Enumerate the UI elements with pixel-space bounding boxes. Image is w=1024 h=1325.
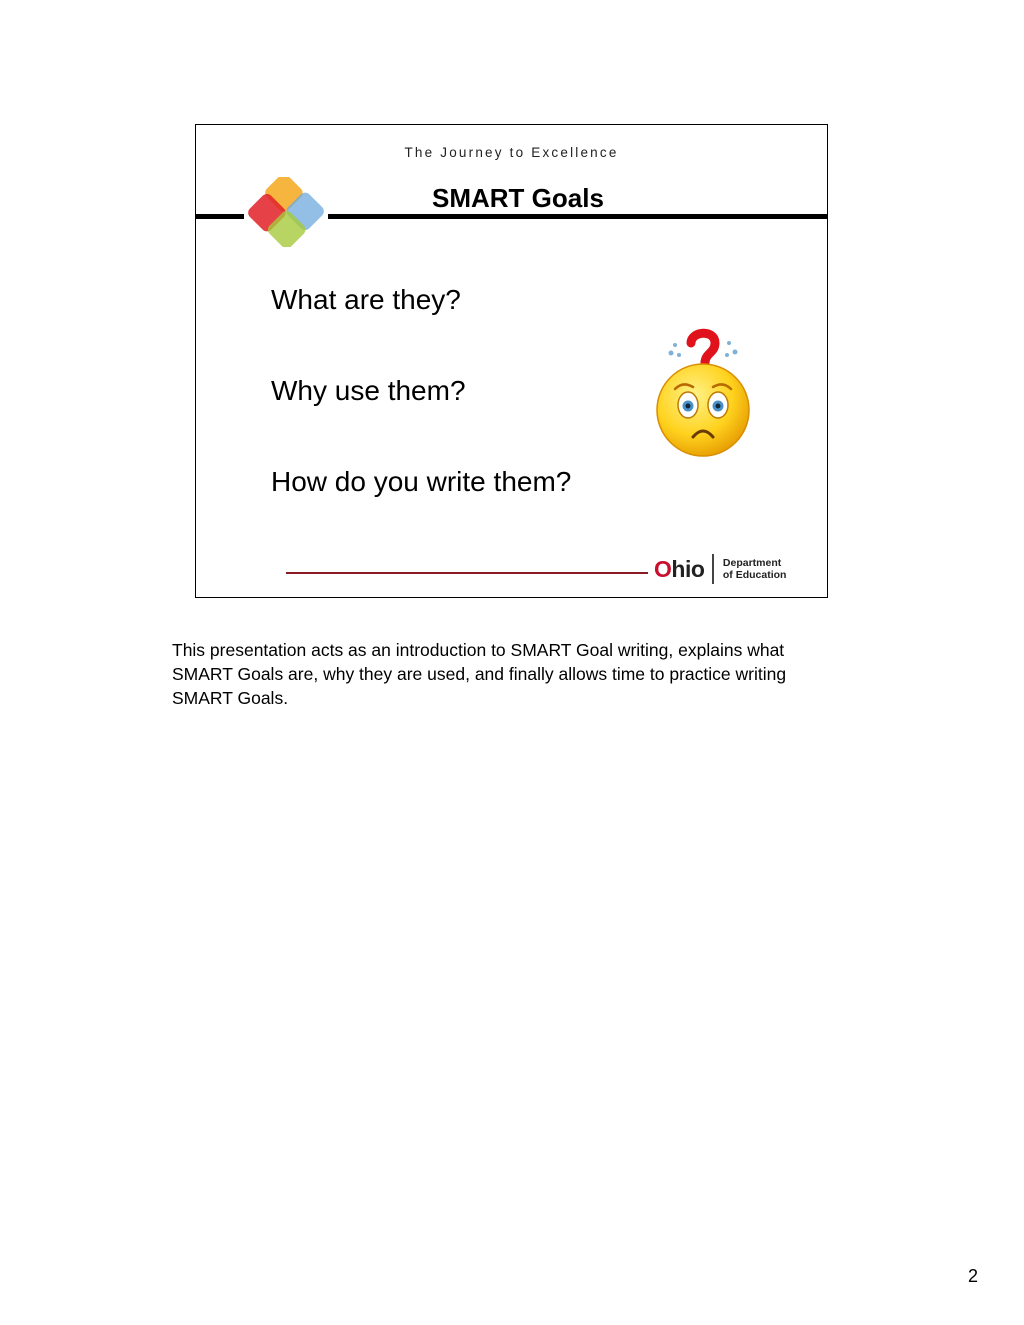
bullet-why: Why use them? — [271, 375, 466, 406]
confused-face-question-icon — [653, 325, 753, 460]
ohio-logo-divider — [712, 554, 714, 584]
ohio-wordmark — [654, 556, 704, 583]
slide-bullet-list — [271, 280, 571, 553]
ohio-wordmark-o: O — [654, 555, 672, 582]
ohio-department-text — [723, 557, 787, 581]
slide-title: SMART Goals — [432, 183, 604, 213]
dept-line-1: Department — [722, 557, 782, 569]
slide-subtitle: The Journey to Excellence — [404, 145, 619, 160]
bullet-how: How do you write them? — [271, 466, 572, 497]
dept-line-2: of Education — [722, 569, 787, 581]
ohio-wordmark-rest: hio — [671, 555, 705, 582]
speaker-notes: This presentation acts as an introduction to SMART Goal writing, explains what SMART Goals are, why they are used, and finally allows time to practice writing SMART Goals. — [172, 640, 787, 708]
ohio-department-logo — [654, 551, 786, 587]
bullet-what: What are they? — [271, 284, 461, 315]
header-bar-left — [196, 214, 244, 219]
page-number: 2 — [968, 1266, 979, 1286]
overlapping-squares-logo-icon — [244, 177, 328, 247]
header-bar-right — [328, 214, 827, 219]
footer-rule — [286, 572, 648, 574]
slide-thumbnail — [195, 124, 828, 598]
